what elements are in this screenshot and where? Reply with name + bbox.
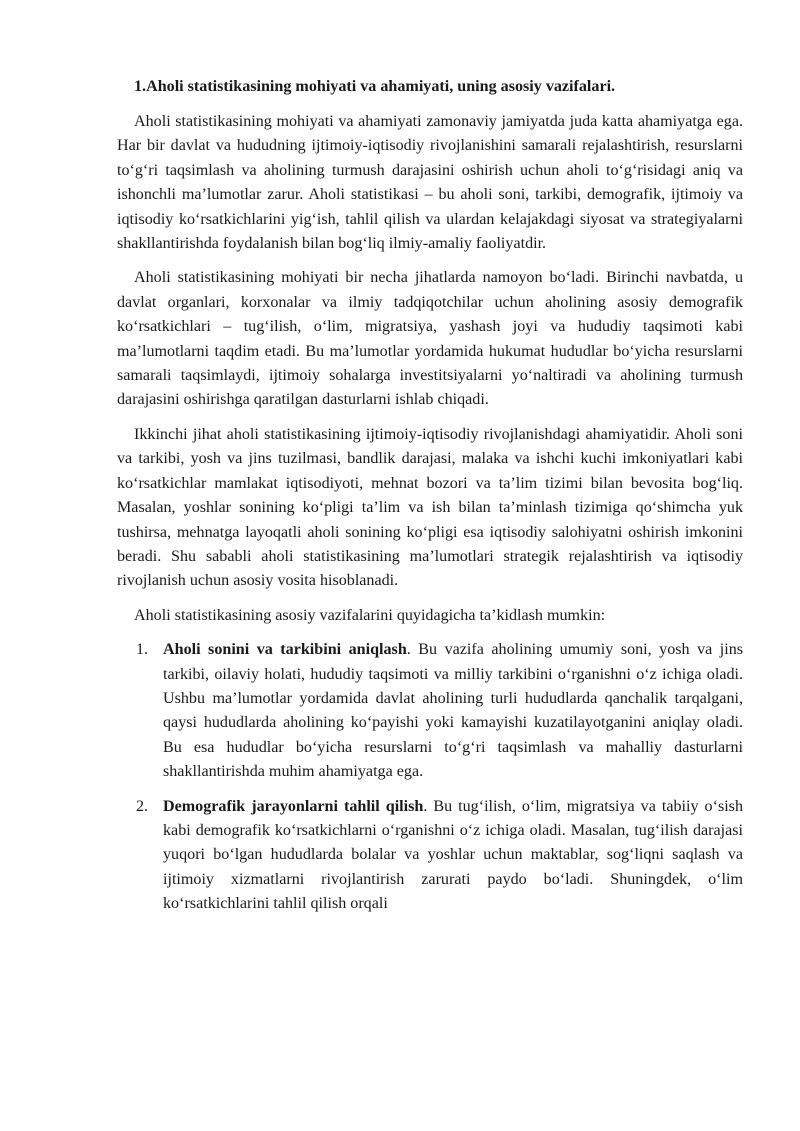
paragraph-1: Aholi statistikasining mohiyati va ahamiyati zamonaviy jamiyatda juda katta ahamiyatga ega. Har bir davlat va hududning ijtimoiy-iqtisodiy rivojlanishini samarali rejalashtirish, resurslarni to‘g‘ri taqsimlash va aholining turmush darajasini oshirish uchun aholi to‘g‘risidagi aniq va ishonchli ma’lumotlar zarur. Aholi statistikasi – bu aholi soni, tarkibi, demografik, ijtimoiy va iqtisodiy ko‘rsatkichlarini yig‘ish, tahlil qilish va ulardan kelajakdagi siyosat va strategiyalarni shakllantirishda foydalanish bilan bog‘liq ilmiy-amaliy faoliyatdir. — [117, 113, 743, 253]
tasks-list — [117, 638, 743, 916]
list-item — [117, 795, 743, 917]
paragraph-4: Aholi statistikasining asosiy vazifalarini quyidagicha ta’kidlash mumkin: — [134, 606, 606, 624]
document-page — [117, 74, 743, 927]
section-heading: 1.Aholi statistikasining mohiyati va ahamiyati, uning asosiy vazifalari. — [134, 78, 616, 95]
list-item-term: Aholi sonini va tarkibini aniqlash — [163, 641, 407, 659]
list-item-number: 2. — [136, 797, 149, 815]
paragraph-3: Ikkinchi jihat aholi statistikasining ijtimoiy-iqtisodiy rivojlanishdagi ahamiyatidir. Aholi soni va tarkibi, yosh va jins tuzilmasi, bandlik darajasi, malaka va ishchi kuchi imkoniyatlari kabi ko‘rsatkichlar mamlakat iqtisodiyoti, mehnat bozori va ta’lim tizimi bilan bevosita bog‘liq. Masalan, yoshlar sonining ko‘pligi ta’lim va ish bilan ta’minlash tizimiga qo‘shimcha yuk tushirsa, mehnatga layoqatli aholi sonining ko‘pligi esa iqtisodiy salohiyatni oshirish imkonini beradi. Shu sababli aholi statistikasining ma’lumotlari strategik rejalashtirish va iqtisodiy rivojlanish uchun asosiy vosita hisoblanadi. — [117, 425, 743, 590]
list-item — [117, 638, 743, 784]
list-item-text: . Bu tug‘ilish, o‘lim, migratsiya va tabiiy o‘sish kabi demografik ko‘rsatkichlarni o‘rganishni o‘z ichiga oladi. Masalan, tug‘ilish darajasi yuqori bo‘lgan hududlarda bolalar va yoshlar uchun maktablar, sog‘liqni saqlash va ijtimoiy xizmatlarni rivojlantirish zarurati paydo bo‘ladi. Shuningdek, o‘lim ko‘rsatkichlarini tahlil qilish orqali — [163, 797, 743, 913]
list-item-term: Demografik jarayonlarni tahlil qilish — [163, 797, 424, 815]
list-item-number: 1. — [136, 641, 149, 659]
paragraph-2: Aholi statistikasining mohiyati bir necha jihatlarda namoyon bo‘ladi. Birinchi navbatda, u davlat organlari, korxonalar va ilmiy tadqiqotchilar uchun aholining asosiy demografik ko‘rsatkichlari – tug‘ilish, o‘lim, migratsiya, yashash joyi va hududiy taqsimoti kabi ma’lumotlarni taqdim etadi. Bu ma’lumotlar yordamida hukumat hududlar bo‘yicha resurslarni samarali taqsimlaydi, ijtimoiy sohalarga investitsiyalarni yo‘naltiradi va aholining turmush darajasini oshirishga qaratilgan dasturlarni ishlab chiqadi. — [117, 269, 743, 409]
list-item-text: . Bu vazifa aholining umumiy soni, yosh va jins tarkibi, oilaviy holati, hududiy taqsimoti va milliy tarkibini o‘rganishni o‘z ichiga oladi. Ushbu ma’lumotlar yordamida davlat aholining turli hududlarda qanchalik tarqalgani, qaysi hududlarda aholining ko‘payishi yoki kamayishi kuzatilayotganini aniqlay oladi. Bu esa hududlar bo‘yicha resurslarni to‘g‘ri taqsimlash va mahalliy dasturlarni shakllantirishda muhim ahamiyatga ega. — [163, 641, 744, 781]
